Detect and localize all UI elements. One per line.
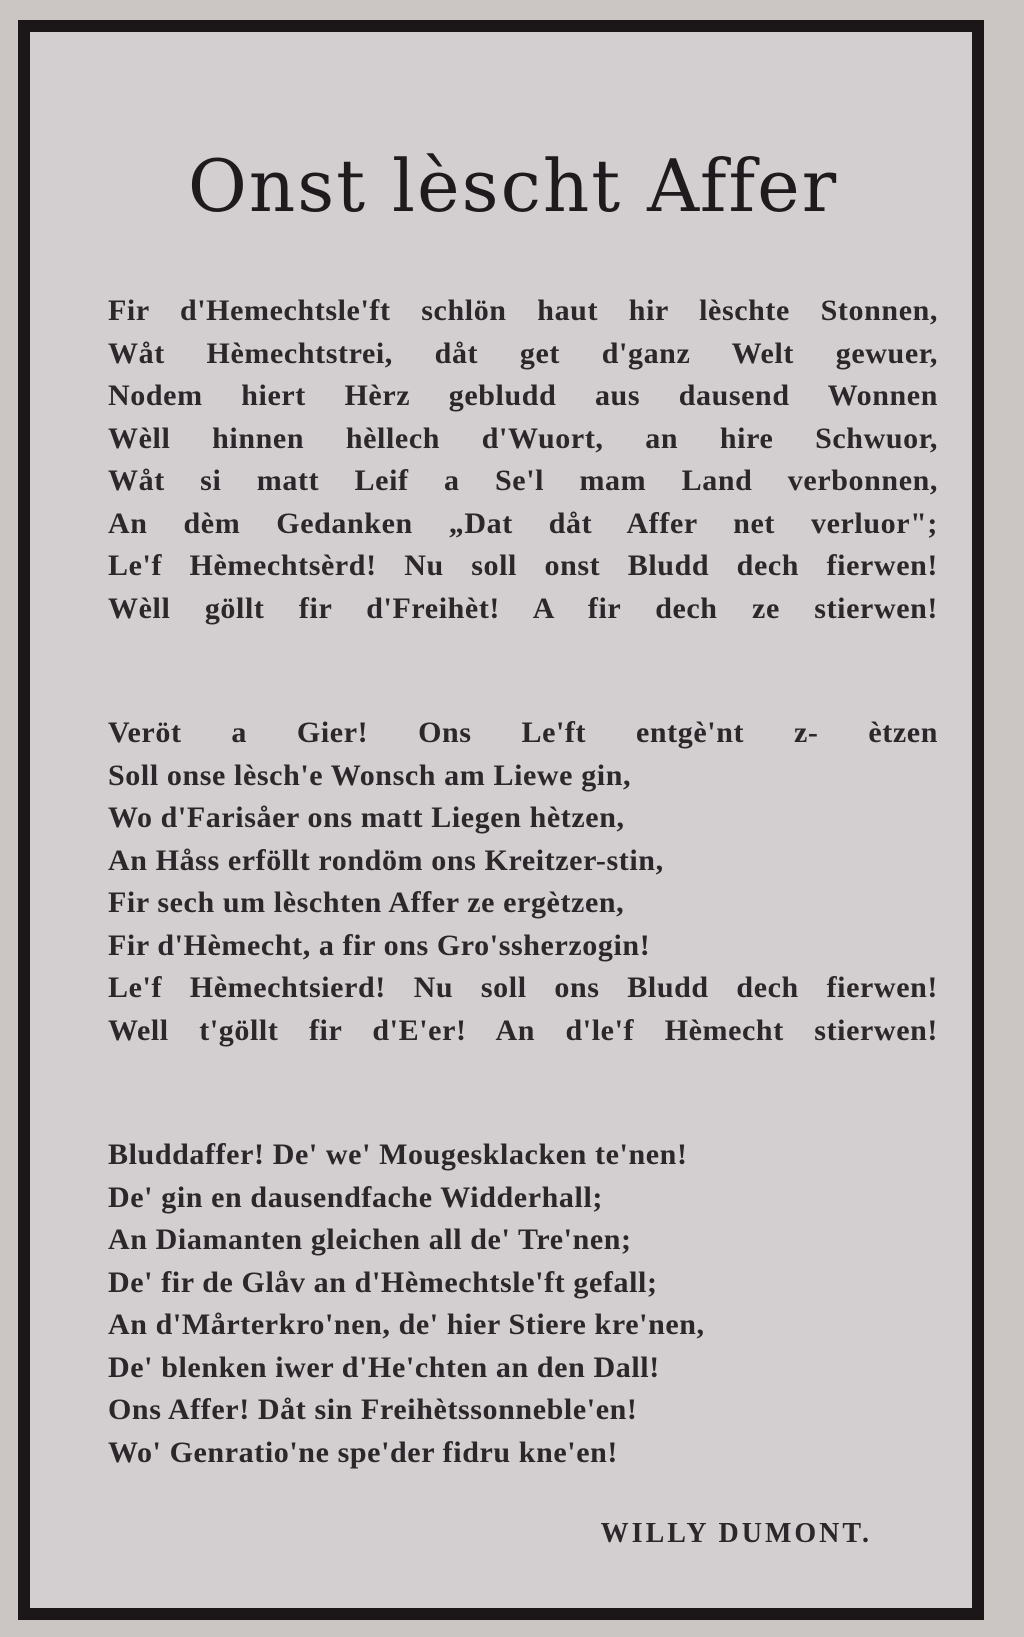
- poem-line: Soll onse lèsch'e Wonsch am Liewe gin,: [108, 758, 632, 792]
- poem-line: Wåt Hèmechtstrei, dåt get d'ganz Welt gewuer,: [108, 336, 938, 370]
- poem-line: Wåt si matt Leif a Se'l mam Land verbonnen,: [108, 464, 938, 497]
- poem-line: An d'Mårterkro'nen, de' hier Stiere kre'nen,: [108, 1308, 705, 1341]
- poem-line: Fir d'Hèmecht, a fir ons Gro'ssherzogin!: [108, 928, 651, 962]
- poem-line: Fir sech um lèschten Affer ze ergètzen,: [108, 886, 625, 919]
- poem-line: Wèll hinnen hèllech d'Wuort, an hire Schwuor,: [108, 421, 938, 455]
- poem-line: An Håss erföllt rondöm ons Kreitzer-stin,: [108, 843, 664, 877]
- poem-line: De' gin en dausendfache Widderhall;: [108, 1180, 603, 1214]
- poem-line: An Diamanten gleichen all de' Tre'nen;: [108, 1223, 632, 1256]
- poem-line: Nodem hiert Hèrz gebludd aus dausend Wonnen: [108, 379, 938, 412]
- poem-line: Ons Affer! Dåt sin Freihètssonneble'en!: [108, 1393, 638, 1426]
- stanza-1: [108, 290, 938, 630]
- poem-line: Wo' Genratio'ne spe'der fidru kne'en!: [108, 1435, 618, 1469]
- author-signature: WILLY DUMONT.: [600, 1518, 872, 1549]
- poem-line: Well t'göllt fir d'E'er! An d'le'f Hèmecht stierwen!: [108, 1013, 938, 1047]
- poem-line: An dèm Gedanken „Dat dåt Affer net verluor";: [108, 506, 938, 540]
- poem-line: Wèll göllt fir d'Freihèt! A fir dech ze stierwen!: [108, 591, 938, 625]
- poem-line: De' fir de Glåv an d'Hèmechtsle'ft gefall;: [108, 1265, 658, 1299]
- poem-line: Fir d'Hemechtsle'ft schlön haut hir lèschte Stonnen,: [108, 294, 938, 327]
- poem-line: Le'f Hèmechtsierd! Nu soll ons Bludd dech fierwen!: [108, 971, 938, 1004]
- poem-line: Le'f Hèmechtsèrd! Nu soll onst Bludd dech fierwen!: [108, 549, 938, 582]
- bordered-card: [18, 20, 984, 1620]
- poem-line: De' blenken iwer d'He'chten an den Dall!: [108, 1350, 660, 1384]
- stanza-2: [108, 712, 938, 1052]
- poem-line: Bluddaffer! De' we' Mougesklacken te'nen!: [108, 1138, 688, 1171]
- poem-line: Veröt a Gier! Ons Le'ft entgè'nt z- ètzen: [108, 716, 938, 749]
- poem-title: Onst lèscht Affer: [187, 144, 839, 228]
- poem-line: Wo d'Farisåer ons matt Liegen hètzen,: [108, 801, 625, 834]
- stanza-3: [108, 1134, 938, 1474]
